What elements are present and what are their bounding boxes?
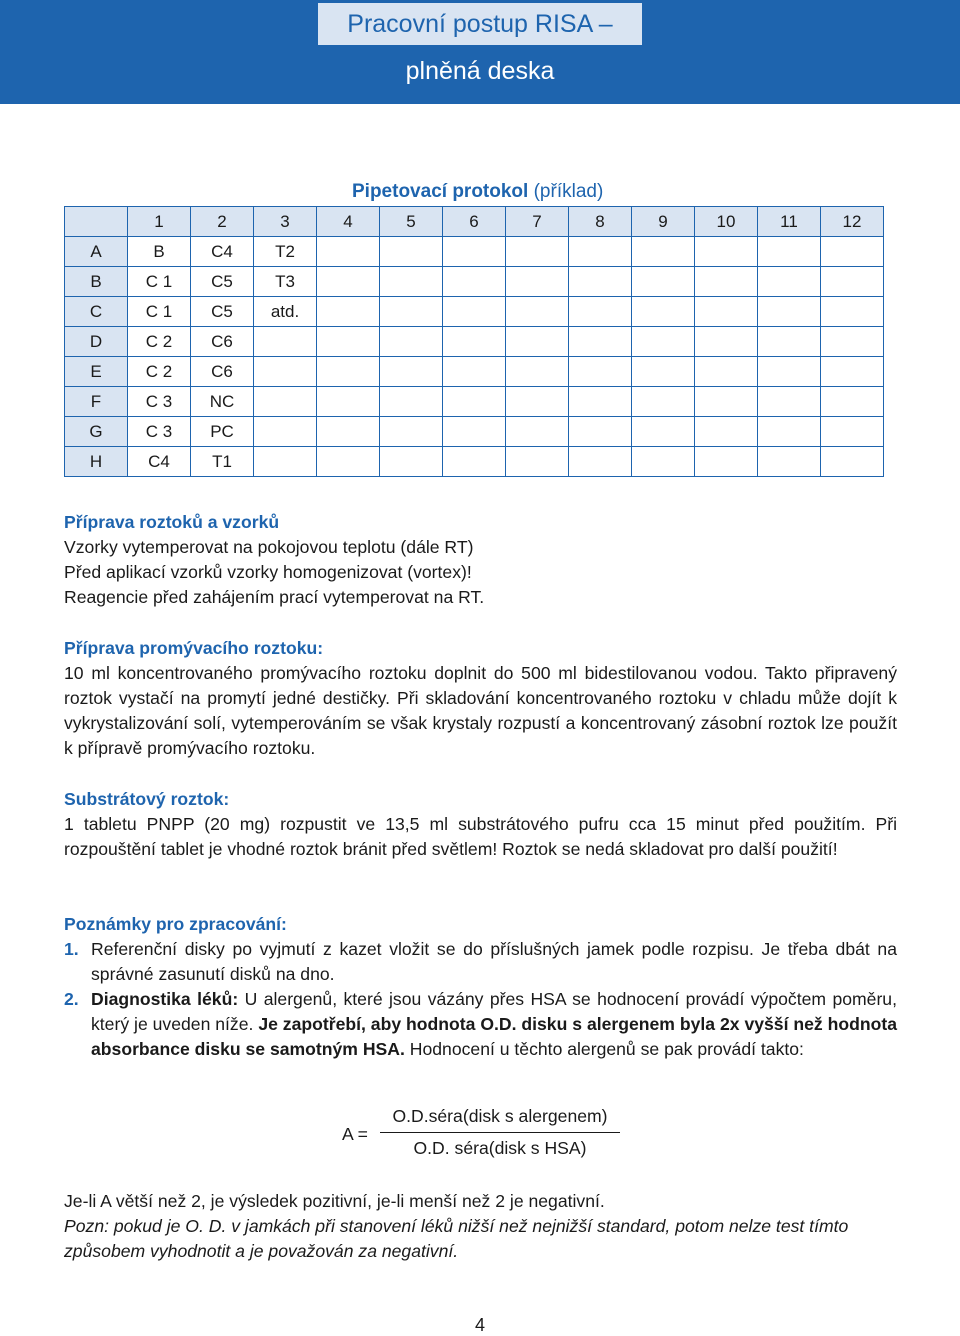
section-solutions <box>64 510 897 610</box>
note-text: Pozn: pokud je O. D. v jamkách při stanovení léků nižší než nejnižší standard, potom nelze test tímto způsobem vyhodnotit a je považován za negativní. <box>64 1216 849 1261</box>
table-cell <box>632 327 695 357</box>
table-cell <box>569 357 632 387</box>
table-cell <box>758 447 821 477</box>
table-cell <box>632 387 695 417</box>
table-cell: C 1 <box>128 267 191 297</box>
table-cell <box>443 447 506 477</box>
table-cell: T2 <box>254 237 317 267</box>
table-cell <box>758 297 821 327</box>
table-cell <box>821 417 884 447</box>
table-cell <box>758 417 821 447</box>
table-cell: T1 <box>191 447 254 477</box>
table-cell <box>443 417 506 447</box>
column-header: 10 <box>695 207 758 237</box>
table-cell <box>443 357 506 387</box>
list-item <box>64 937 897 987</box>
column-header: 6 <box>443 207 506 237</box>
table-cell <box>821 267 884 297</box>
text-line: Reagencie před zahájením prací vytemperovat na RT. <box>64 587 485 607</box>
section-heading: Příprava roztoků a vzorků <box>64 512 280 532</box>
table-cell <box>758 357 821 387</box>
table-cell <box>506 237 569 267</box>
text-line: Vzorky vytemperovat na pokojovou teplotu (dále RT) <box>64 537 474 557</box>
table-caption: Pipetovací protokol (příklad) <box>352 181 604 202</box>
column-header: 12 <box>821 207 884 237</box>
table-cell <box>380 237 443 267</box>
table-cell <box>695 447 758 477</box>
list-item <box>64 987 897 1062</box>
row-header: D <box>65 327 128 357</box>
table-cell <box>254 387 317 417</box>
item-number: 1. <box>64 939 79 959</box>
column-header: 1 <box>128 207 191 237</box>
table-cell <box>254 357 317 387</box>
pipetting-table <box>64 206 884 477</box>
table-cell <box>254 417 317 447</box>
table-row <box>65 327 884 357</box>
table-cell <box>506 417 569 447</box>
section-heading: Poznámky pro zpracování: <box>64 914 287 934</box>
page-number: 4 <box>474 1315 485 1335</box>
column-header: 2 <box>191 207 254 237</box>
column-header: 8 <box>569 207 632 237</box>
row-header: G <box>65 417 128 447</box>
table-cell <box>443 327 506 357</box>
table-cell <box>506 357 569 387</box>
table-cell: PC <box>191 417 254 447</box>
table-cell <box>758 327 821 357</box>
table-cell <box>821 357 884 387</box>
table-cell <box>569 417 632 447</box>
table-cell: C5 <box>191 267 254 297</box>
table-cell: atd. <box>254 297 317 327</box>
paragraph: 10 ml koncentrovaného promývacího roztoku doplnit do 500 ml bidestilovanou vodou. Takto připravený roztok vystačí na promytí jedné destičky. Při skladování koncentrovaného roztoku v chladu může dojít k vykrystalizování solí, vytemperováním se však krystaly rozpustí a koncentrovaný zásobní roztok lze použít k přípravě promývacího roztoku. <box>64 663 897 758</box>
table-cell <box>317 237 380 267</box>
table-cell <box>821 237 884 267</box>
formula-lhs: A = <box>342 1124 368 1144</box>
table-cell: C 2 <box>128 357 191 387</box>
row-header: C <box>65 297 128 327</box>
column-header: 3 <box>254 207 317 237</box>
table-cell <box>821 327 884 357</box>
table-cell <box>443 267 506 297</box>
formula-denominator: O.D. séra(disk s HSA) <box>413 1138 587 1158</box>
table-row <box>65 267 884 297</box>
table-row <box>65 417 884 447</box>
table-cell <box>380 267 443 297</box>
section-wash-solution <box>64 636 897 761</box>
column-header: 11 <box>758 207 821 237</box>
row-header: E <box>65 357 128 387</box>
table-cell: C6 <box>191 327 254 357</box>
table-cell <box>569 297 632 327</box>
table-cell <box>254 327 317 357</box>
section-heading: Substrátový roztok: <box>64 789 230 809</box>
table-cell <box>758 267 821 297</box>
table-cell <box>569 267 632 297</box>
table-cell <box>380 417 443 447</box>
table-row <box>65 297 884 327</box>
table-cell <box>632 417 695 447</box>
conclusion-text: Je-li A větší než 2, je výsledek pozitivní, je-li menší než 2 je negativní. <box>64 1191 605 1211</box>
table-cell <box>254 447 317 477</box>
table-cell <box>632 447 695 477</box>
table-cell <box>317 327 380 357</box>
row-header: H <box>65 447 128 477</box>
table-cell <box>380 447 443 477</box>
row-header: B <box>65 267 128 297</box>
table-cell <box>506 387 569 417</box>
table-cell: C6 <box>191 357 254 387</box>
table-cell <box>632 297 695 327</box>
table-cell: C 2 <box>128 327 191 357</box>
table-row <box>65 237 884 267</box>
table-cell <box>317 447 380 477</box>
corner-cell <box>65 207 128 237</box>
table-cell: C4 <box>191 237 254 267</box>
table-row <box>65 447 884 477</box>
column-header: 7 <box>506 207 569 237</box>
table-row <box>65 357 884 387</box>
section-notes <box>64 912 897 1062</box>
table-cell: C 3 <box>128 417 191 447</box>
table-cell: C 3 <box>128 387 191 417</box>
table-row <box>65 387 884 417</box>
table-cell <box>317 387 380 417</box>
table-cell <box>443 387 506 417</box>
table-cell <box>632 237 695 267</box>
table-cell <box>506 267 569 297</box>
table-cell: B <box>128 237 191 267</box>
table-cell: NC <box>191 387 254 417</box>
section-substrate <box>64 787 897 862</box>
table-cell <box>317 297 380 327</box>
table-cell <box>317 417 380 447</box>
table-cell <box>695 297 758 327</box>
row-header: F <box>65 387 128 417</box>
section-heading: Příprava promývacího roztoku: <box>64 638 324 658</box>
column-header: 4 <box>317 207 380 237</box>
table-cell <box>380 387 443 417</box>
table-cell <box>695 357 758 387</box>
column-header: 9 <box>632 207 695 237</box>
formula-numerator: O.D.séra(disk s alergenem) <box>392 1106 608 1126</box>
table-cell: C 1 <box>128 297 191 327</box>
table-cell <box>380 297 443 327</box>
table-cell <box>569 447 632 477</box>
table-cell <box>821 387 884 417</box>
table-cell: C4 <box>128 447 191 477</box>
table-cell <box>695 417 758 447</box>
text-line: Před aplikací vzorků vzorky homogenizovat (vortex)! <box>64 562 472 582</box>
item-number: 2. <box>64 989 79 1009</box>
table-cell <box>821 447 884 477</box>
table-cell <box>821 297 884 327</box>
item-emphasis: Je zapotřebí, aby hodnota O.D. disku s alergenem byla 2x vyšší než hodnota absorbance disku se samotným HSA. <box>91 1014 897 1059</box>
table-cell <box>569 387 632 417</box>
table-cell <box>506 297 569 327</box>
table-cell: C5 <box>191 297 254 327</box>
table-header-row <box>65 207 884 237</box>
table-cell <box>758 237 821 267</box>
table-cell: T3 <box>254 267 317 297</box>
table-cell <box>695 267 758 297</box>
table-cell <box>317 267 380 297</box>
item-text: U alergenů, které jsou vázány přes HSA se hodnocení provádí výpočtem poměru, který je uveden níže. <box>91 989 897 1034</box>
column-header: 5 <box>380 207 443 237</box>
table-cell <box>569 237 632 267</box>
table-cell <box>506 327 569 357</box>
table-cell <box>569 327 632 357</box>
paragraph: 1 tabletu PNPP (20 mg) rozpustit ve 13,5 ml substrátového pufru cca 15 minut před použitím. Při rozpouštění tablet je vhodné roztok bránit před světlem! Roztok se nedá skladovat pro další použití! <box>64 814 897 859</box>
item-text: Referenční disky po vyjmutí z kazet vložit se do příslušných jamek podle rozpisu. Je třeba dbát na správné zasunutí disků na dno. <box>91 939 897 984</box>
table-cell <box>380 357 443 387</box>
item-label: Diagnostika léků: <box>91 989 239 1009</box>
table-cell <box>695 327 758 357</box>
table-cell <box>695 387 758 417</box>
fraction-bar <box>380 1132 620 1133</box>
table-cell <box>632 267 695 297</box>
table-cell <box>758 387 821 417</box>
page-subtitle: plněná deska <box>405 57 555 85</box>
table-cell <box>695 237 758 267</box>
table-cell <box>317 357 380 387</box>
table-cell <box>380 327 443 357</box>
table-cell <box>443 297 506 327</box>
table-cell <box>632 357 695 387</box>
table-cell <box>443 237 506 267</box>
page-title: Pracovní postup RISA – <box>347 10 613 38</box>
table-cell <box>506 447 569 477</box>
row-header: A <box>65 237 128 267</box>
item-text: Hodnocení u těchto alergenů se pak provádí takto: <box>404 1039 804 1059</box>
